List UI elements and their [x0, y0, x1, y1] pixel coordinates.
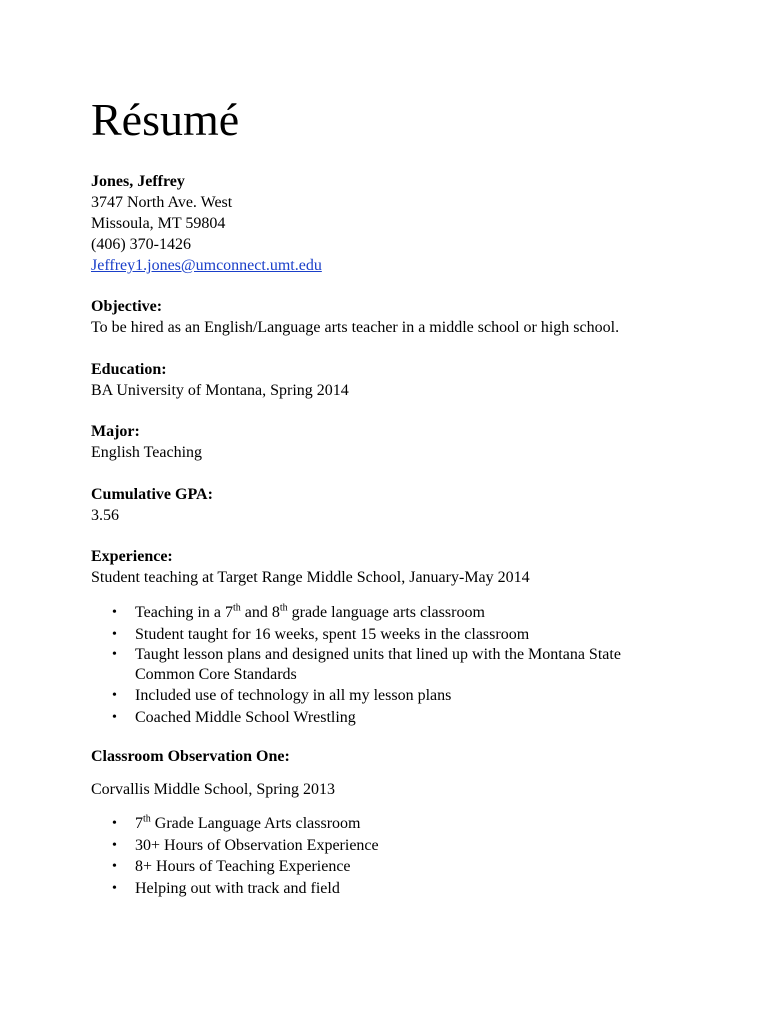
list-item-text: Teaching in a 7th and 8th grade language arts classroom [135, 602, 485, 621]
bullet-icon: • [112, 880, 117, 896]
list-item-text: Coached Middle School Wrestling [135, 708, 356, 726]
education-section [91, 359, 349, 401]
observation-subtitle: Corvallis Middle School, Spring 2013 [91, 781, 335, 798]
list-item-text: 7th Grade Language Arts classroom [135, 813, 361, 832]
major-section [91, 421, 202, 463]
list-item-text: 8+ Hours of Teaching Experience [135, 858, 351, 875]
major-text: English Teaching [91, 444, 203, 461]
contact-name: Jones, Jeffrey [91, 173, 185, 190]
bullet-icon: • [112, 816, 117, 831]
page-title: Résumé [91, 94, 240, 145]
list-item [91, 813, 379, 835]
bullet-icon: • [112, 626, 117, 642]
list-item-text: Included use of technology in all my lesson plans [135, 687, 452, 704]
experience-subtitle: Student teaching at Target Range Middle School, January-May 2014 [91, 569, 530, 586]
gpa-heading: Cumulative GPA: [91, 486, 213, 503]
objective-section [91, 296, 619, 338]
list-item [91, 645, 621, 685]
major-heading: Major: [91, 423, 140, 440]
bullet-icon: • [112, 605, 117, 620]
gpa-section [91, 484, 213, 526]
list-item-text-continued: Common Core Standards [135, 666, 297, 683]
observation-list [91, 813, 379, 899]
bullet-icon: • [112, 709, 117, 725]
education-heading: Education: [91, 361, 167, 378]
bullet-icon: • [112, 859, 117, 874]
bullet-icon: • [112, 688, 117, 703]
contact-phone: (406) 370-1426 [91, 236, 191, 253]
list-item-text: Taught lesson plans and designed units that lined up with the Montana State [135, 646, 621, 663]
bullet-icon: • [112, 837, 117, 853]
observation-heading: Classroom Observation One: [91, 748, 290, 765]
objective-heading: Objective: [91, 298, 163, 315]
contact-address-line2: Missoula, MT 59804 [91, 215, 226, 232]
list-item [91, 685, 621, 707]
list-item-text: Helping out with track and field [135, 879, 340, 897]
list-item [91, 878, 379, 900]
experience-heading: Experience: [91, 548, 173, 565]
observation-section [91, 746, 290, 767]
observation-subtitle-block [91, 779, 335, 800]
list-item [91, 856, 379, 878]
list-item [91, 624, 621, 646]
objective-text: To be hired as an English/Language arts teacher in a middle school or high school. [91, 319, 620, 336]
experience-list [91, 602, 621, 728]
list-item [91, 835, 379, 857]
contact-email-link[interactable]: Jeffrey1.jones@umconnect.umt.edu [91, 257, 322, 274]
list-item [91, 602, 621, 624]
list-item [91, 707, 621, 729]
bullet-icon: • [112, 647, 117, 662]
gpa-text: 3.56 [91, 507, 119, 524]
list-item-text: Student taught for 16 weeks, spent 15 weeks in the classroom [135, 625, 530, 643]
contact-block [91, 171, 322, 276]
contact-address-line1: 3747 North Ave. West [91, 194, 233, 211]
education-text: BA University of Montana, Spring 2014 [91, 382, 349, 399]
experience-section [91, 546, 530, 588]
list-item-text: 30+ Hours of Observation Experience [135, 836, 379, 854]
